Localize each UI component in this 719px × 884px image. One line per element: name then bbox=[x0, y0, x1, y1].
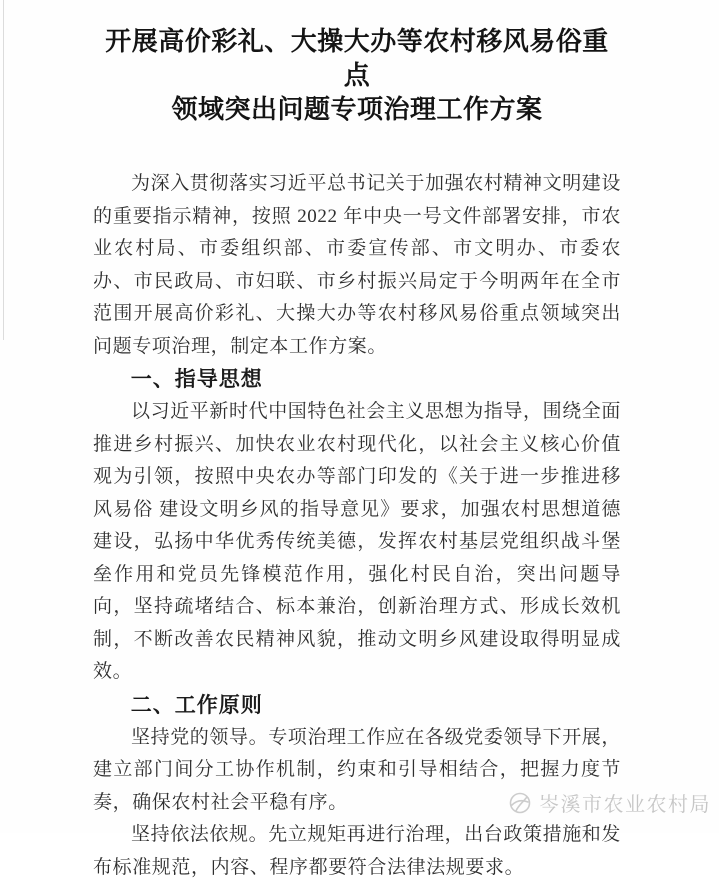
document-title-line-2: 领域突出问题专项治理工作方案 bbox=[171, 94, 543, 124]
document-title bbox=[93, 24, 621, 126]
watermark-label: 岑溪市农业农村局 bbox=[539, 794, 711, 816]
paragraph-rule-of-law: 坚持依法依规。先立规矩再进行治理，出台政策措施和发布标准规范，内容、程序都要符合法律法规要求。 bbox=[93, 824, 622, 878]
heading-guiding-ideology: 一、指导思想 bbox=[130, 368, 263, 391]
official-account-watermark bbox=[508, 788, 711, 817]
paragraph-guiding-ideology: 以习近平新时代中国特色社会主义思想为指导，围绕全面推进乡村振兴、加快农业农村现代化，以社会主义核心价值观为引领，按照中央农办等部门印发的《关于进一步推进移风易俗 建设文明乡风的指导意见》要求，加强农村思想道德建设，弘扬中华优秀传统美德，发挥农村基层党组织战斗堡垒作用和党员先锋模范作用，强化村民自治，突出问题导向，坚持疏堵结合、标本兼治，创新治理方式、形成长效机制，不断改善农民精神风貌，推动文明乡风建设取得明显成效。 bbox=[93, 401, 622, 682]
document-content bbox=[93, 24, 621, 884]
scan-edge-artifact bbox=[3, 0, 4, 340]
heading-work-principles: 二、工作原则 bbox=[130, 693, 263, 717]
paragraph-introduction: 为深入贯彻落实习近平总书记关于加强农村精神文明建设的重要指示精神，按照 2022 年中央一号文件部署安排，市农业农村局、市委组织部、市委宣传部、市文明办、市委农办、市民政局、市妇联、市乡村振兴局定于今明两年在全市范围开展高价彩礼、大操大办等农村移风易俗重点领域突出问题专项治理，制定本工作方案。 bbox=[93, 173, 622, 357]
paragraph-party-leadership: 坚持党的领导。专项治理工作应在各级党委领导下开展，建立部门间分工协作机制，约束和引导相结合，把握力度节奏，确保农村社会平稳有序。 bbox=[93, 726, 622, 813]
agency-logo-icon bbox=[508, 791, 532, 815]
document-title-line-1: 开展高价彩礼、大操大办等农村移风易俗重点 bbox=[105, 26, 609, 90]
